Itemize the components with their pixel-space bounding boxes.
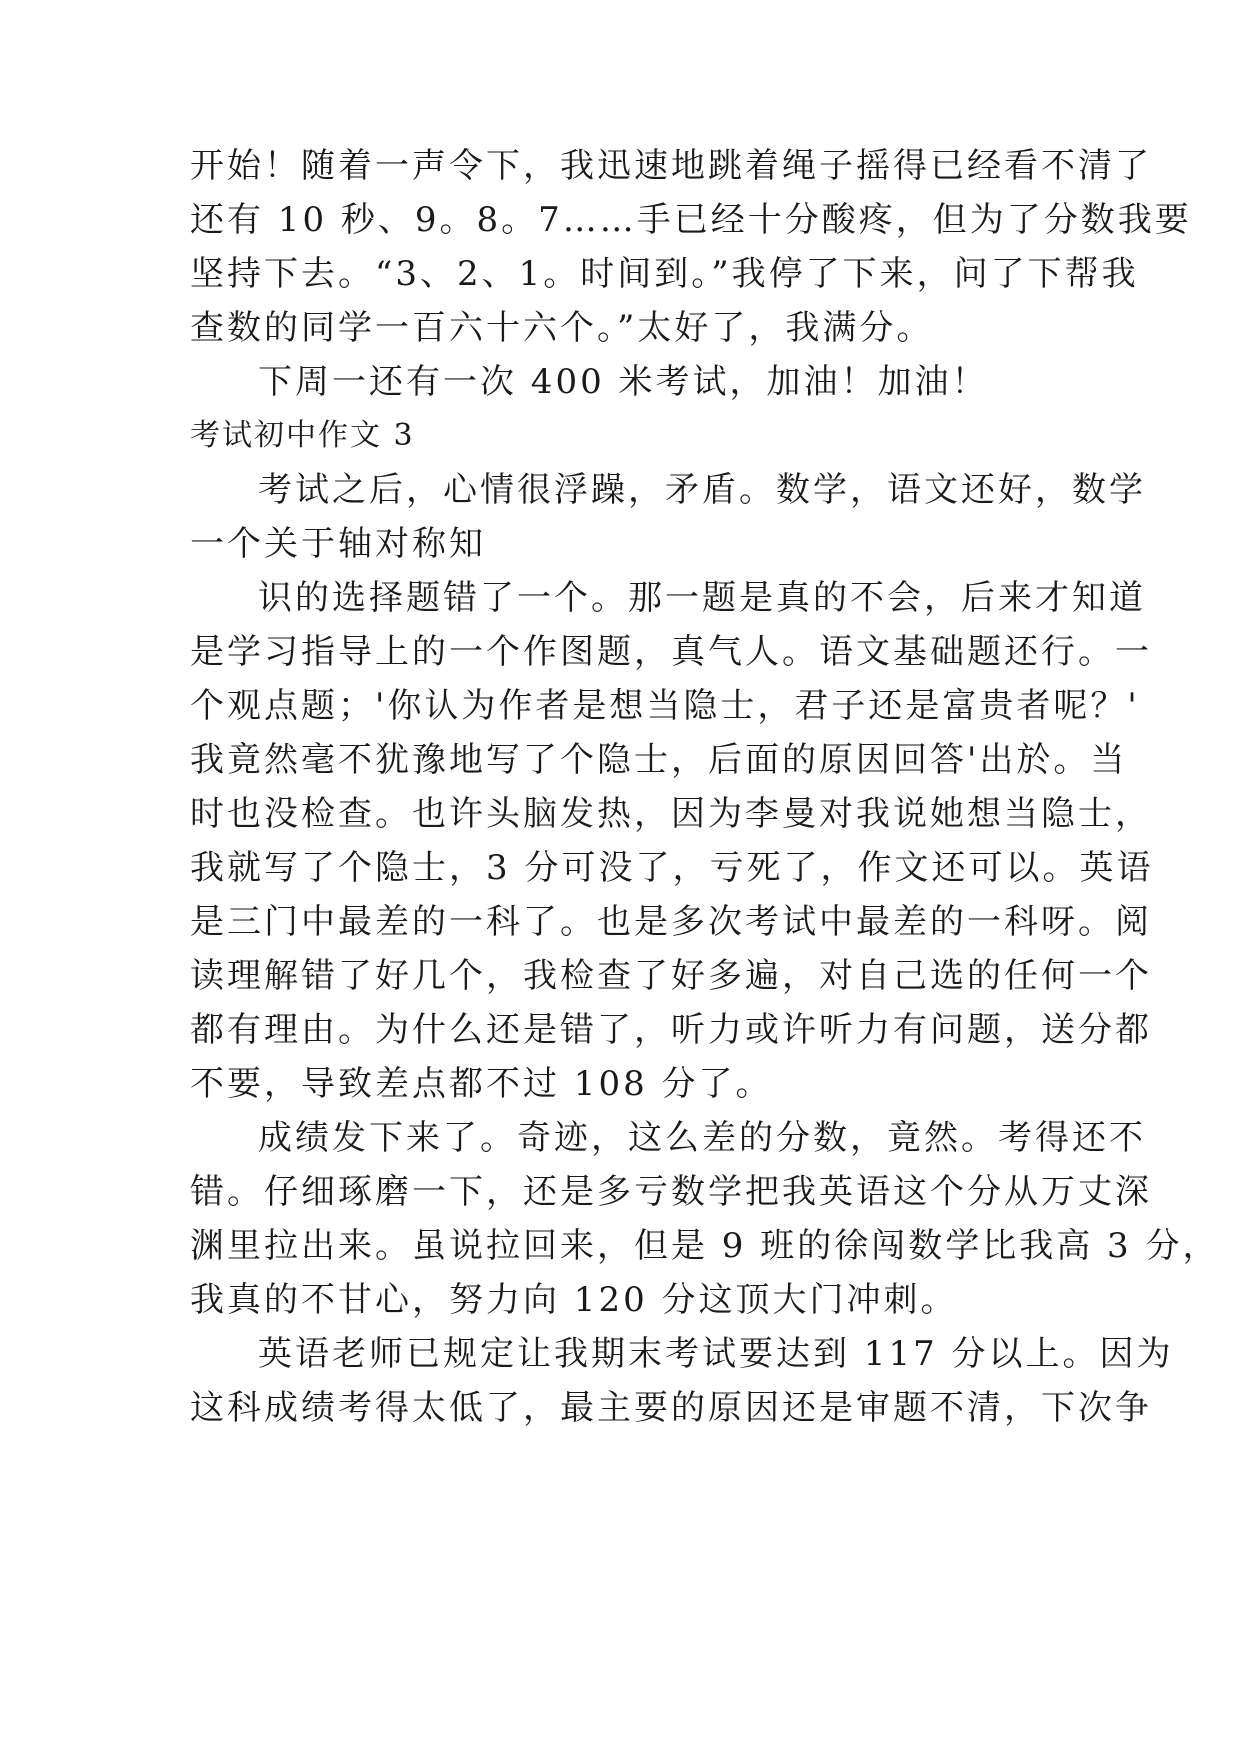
text-line: 这科成绩考得太低了，最主要的原因还是审题不清，下次争 bbox=[190, 1388, 1152, 1428]
text-line: 查数的同学一百六十六个。”太好了，我满分。 bbox=[190, 308, 934, 348]
text-line: 我竟然毫不犹豫地写了个隐士，后面的原因回答'出於。当 bbox=[190, 740, 1128, 780]
text-line: 错。仔细琢磨一下，还是多亏数学把我英语这个分从万丈深 bbox=[190, 1172, 1152, 1212]
text-line: 成绩发下来了。奇迹，这么差的分数，竟然。考得还不 bbox=[258, 1118, 1146, 1158]
text-line: 开始！随着一声令下，我迅速地跳着绳子摇得已经看不清了 bbox=[190, 146, 1152, 186]
text-line: 时也没检查。也许头脑发热，因为李曼对我说她想当隐士， bbox=[190, 794, 1152, 834]
text-line: 都有理由。为什么还是错了，听力或许听力有问题，送分都 bbox=[190, 1010, 1152, 1050]
text-line: 渊里拉出来。虽说拉回来，但是 9 班的徐闯数学比我高 3 分， bbox=[190, 1226, 1220, 1266]
section-heading: 考试初中作文 3 bbox=[190, 418, 415, 453]
text-line: 是学习指导上的一个作图题，真气人。语文基础题还行。一 bbox=[190, 632, 1152, 672]
text-line: 一个关于轴对称知 bbox=[190, 524, 486, 564]
text-line: 坚持下去。“3、2、1。时间到。”我停了下来，问了下帮我 bbox=[190, 254, 1139, 294]
text-line: 不要，导致差点都不过 108 分了。 bbox=[190, 1064, 773, 1104]
text-line: 识的选择题错了一个。那一题是真的不会，后来才知道 bbox=[258, 578, 1146, 618]
text-line: 我就写了个隐士，3 分可没了，亏死了，作文还可以。英语 bbox=[190, 848, 1154, 888]
text-line: 考试之后，心情很浮躁，矛盾。数学，语文还好，数学 bbox=[258, 470, 1146, 510]
text-line: 个观点题；'你认为作者是想当隐士，君子还是富贵者呢？' bbox=[190, 686, 1140, 726]
text-line: 还有 10 秒、9。8。7……手已经十分酸疼，但为了分数我要 bbox=[190, 200, 1192, 240]
text-line: 是三门中最差的一科了。也是多次考试中最差的一科呀。阅 bbox=[190, 902, 1152, 942]
text-line: 读理解错了好几个，我检查了好多遍，对自己选的任何一个 bbox=[190, 956, 1152, 996]
text-line: 我真的不甘心，努力向 120 分这顶大门冲刺。 bbox=[190, 1280, 958, 1320]
text-line: 下周一还有一次 400 米考试，加油！加油！ bbox=[258, 362, 989, 402]
text-line: 英语老师已规定让我期末考试要达到 117 分以上。因为 bbox=[258, 1334, 1174, 1374]
